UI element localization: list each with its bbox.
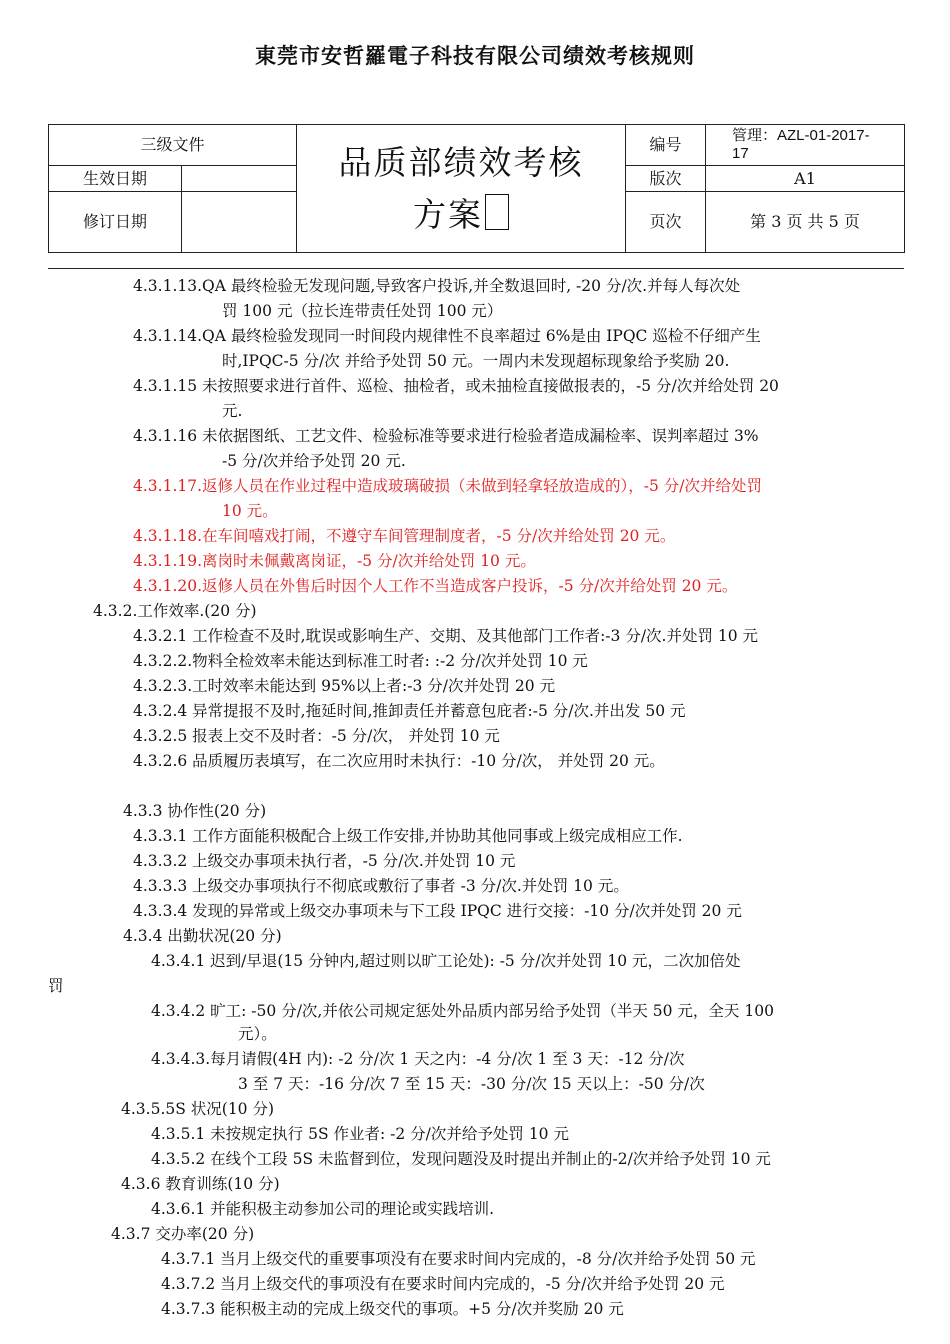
text-line: 元）。: [238, 1025, 277, 1043]
text-line: 4.3.1.14.QA 最终检验发现同一时间段内规律性不良率超过 6%是由 IPQC 巡检不仔细产生: [133, 327, 761, 345]
plan-title: [297, 125, 626, 253]
text-line: 4.3.3.1 工作方面能积极配合上级工作安排,并协助其他同事或上级完成相应工作.: [133, 827, 683, 845]
text-line: 4.3.1.16 未依据图纸、工艺文件、检验标准等要求进行检验者造成漏检率、误判率超过 3%: [133, 427, 759, 445]
placeholder-box: [485, 194, 509, 230]
revision-date-label: 修订日期: [49, 192, 182, 253]
header-divider: [48, 268, 904, 269]
plan-title-line-2: 方案: [297, 189, 625, 241]
text-line: 4.3.1.15 未按照要求进行首件、巡检、抽检者，或未抽检直接做报表的，-5 分/次并给处罚 20: [133, 377, 779, 395]
text-line: 元.: [222, 402, 243, 420]
document-title: 東莞市安哲羅電子科技有限公司绩效考核规则: [255, 44, 695, 68]
page-value: 第 3 页 共 5 页: [706, 192, 905, 253]
text-line: 4.3.4 出勤状况(20 分): [123, 927, 282, 945]
text-line: 4.3.5.5S 状况(10 分): [121, 1100, 275, 1118]
text-line: 4.3.3.2 上级交办事项未执行者，-5 分/次.并处罚 10 元: [133, 852, 516, 870]
text-line: 4.3.4.1 迟到/早退(15 分钟内,超过则以旷工论处): -5 分/次并处罚 10 元，二次加倍处: [151, 952, 741, 970]
text-line: 4.3.2.6 品质履历表填写，在二次应用时未执行：-10 分/次， 并处罚 20 元。: [133, 752, 665, 770]
text-line: 4.3.2.1 工作检查不及时,耽误或影响生产、交期、及其他部门工作者:-3 分/次.并处罚 10 元: [133, 627, 759, 645]
text-line: 4.3.1.18.在车间嘻戏打闹，不遵守车间管理制度者，-5 分/次并给处罚 20 元。: [133, 527, 676, 545]
number-label: 编号: [626, 125, 706, 166]
version-label: 版次: [626, 166, 706, 192]
page-label: 页次: [626, 192, 706, 253]
text-line: 罚 100 元（拉长连带责任处罚 100 元）: [222, 302, 503, 320]
text-line: 罚: [48, 977, 64, 995]
text-line: 4.3.2.5 报表上交不及时者：-5 分/次， 并处罚 10 元: [133, 727, 500, 745]
text-line: -5 分/次并给予处罚 20 元.: [222, 452, 406, 470]
plan-title-line-1: 品质部绩效考核: [338, 142, 584, 182]
text-line: 4.3.1.20.返修人员在外售后时因个人工作不当造成客户投诉，-5 分/次并给处罚 20 元。: [133, 577, 738, 595]
text-line: 4.3.3.4 发现的异常或上级交办事项未与下工段 IPQC 进行交接：-10 分/次并处罚 20 元: [133, 902, 742, 920]
text-line: 4.3.7 交办率(20 分): [111, 1225, 255, 1243]
text-line: 4.3.2.3.工时效率未能达到 95%以上者:-3 分/次并处罚 20 元: [133, 677, 556, 695]
text-line: 4.3.1.13.QA 最终检验无发现问题,导致客户投诉,并全数退回时, -20 分/次.并每人每次处: [133, 277, 741, 295]
version-value: A1: [706, 166, 905, 192]
document-level: 三级文件: [49, 125, 297, 166]
text-line: 4.3.7.2 当月上级交代的事项没有在要求时间内完成的，-5 分/次并给予处罚 20 元: [161, 1275, 725, 1293]
text-line: 4.3.7.1 当月上级交代的重要事项没有在要求时间内完成的，-8 分/次并给予处罚 50 元: [161, 1250, 756, 1268]
text-line: 4.3.1.19.离岗时未佩戴离岗证，-5 分/次并给处罚 10 元。: [133, 552, 536, 570]
text-line: 4.3.1.17.返修人员在作业过程中造成玻璃破损（未做到轻拿轻放造成的），-5 分/次并给处罚: [133, 477, 763, 495]
text-line: 4.3.4.2 旷工: -50 分/次,并依公司规定惩处外品质内部另给予处罚（半天 50 元，全天 100: [151, 1002, 774, 1020]
effective-date-value: [182, 166, 297, 192]
text-line: 4.3.6 教育训练(10 分): [121, 1175, 280, 1193]
text-line: 4.3.7.3 能积极主动的完成上级交代的事项。+5 分/次并奖励 20 元: [161, 1300, 624, 1318]
text-line: 4.3.2.2.物料全检效率未能达到标准工时者: :-2 分/次并处罚 10 元: [133, 652, 588, 670]
text-line: 10 元。: [222, 502, 278, 520]
text-line: 4.3.5.1 未按规定执行 5S 作业者: -2 分/次并给予处罚 10 元: [151, 1125, 569, 1143]
text-line: 4.3.2.工作效率.(20 分): [93, 602, 257, 620]
text-line: 4.3.2.4 异常提报不及时,拖延时间,推卸责任并蓄意包庇者:-5 分/次.并出发 50 元: [133, 702, 686, 720]
text-line: 4.3.4.3.每月请假(4H 内): -2 分/次 1 天之内：-4 分/次 1 至 3 天：-12 分/次: [151, 1050, 685, 1068]
document-header-table: [48, 124, 905, 253]
text-line: 3 至 7 天：-16 分/次 7 至 15 天：-30 分/次 15 天以上：-50 分/次: [238, 1075, 705, 1093]
revision-date-value: [182, 192, 297, 253]
text-line: 4.3.5.2 在线个工段 5S 未监督到位，发现问题没及时提出并制止的-2/次并给予处罚 10 元: [151, 1150, 771, 1168]
text-line: 4.3.3.3 上级交办事项执行不彻底或敷衍了事者 -3 分/次.并处罚 10 元。: [133, 877, 629, 895]
text-line: 时,IPQC-5 分/次 并给予处罚 50 元。一周内未发现超标现象给予奖励 20.: [222, 352, 730, 370]
number-value: 管理：AZL-01-2017- 17: [706, 125, 905, 166]
text-line: 4.3.6.1 并能积极主动参加公司的理论或实践培训.: [151, 1200, 495, 1218]
effective-date-label: 生效日期: [49, 166, 182, 192]
text-line: 4.3.3 协作性(20 分): [123, 802, 267, 820]
